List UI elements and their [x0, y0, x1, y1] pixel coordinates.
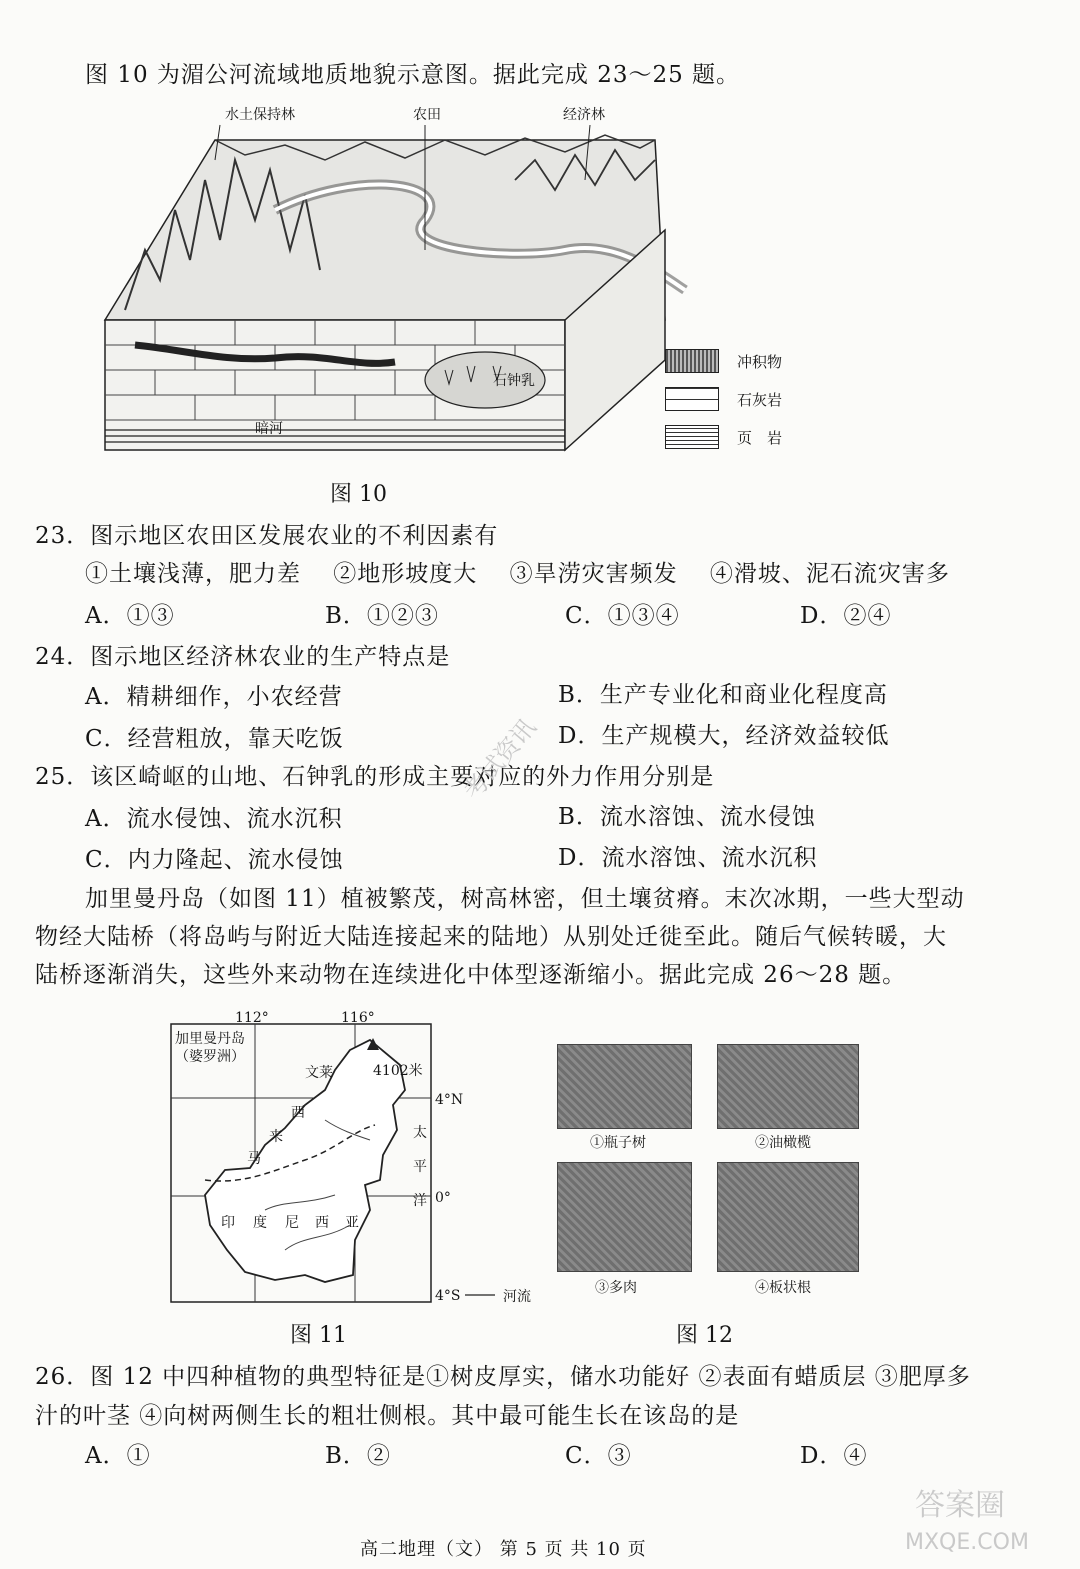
q23-option-c: C．①③④: [565, 603, 680, 629]
q26-option-c: C．③: [565, 1443, 632, 1469]
q24-stem: 24．图示地区经济林农业的生产特点是: [35, 644, 451, 670]
photo-bottle-tree: [557, 1044, 692, 1129]
figure-10-caption: 图 10: [330, 482, 387, 507]
legend-label-shale: 页 岩: [737, 429, 783, 447]
photo-olive: [717, 1044, 859, 1129]
q24-option-c: C．经营粗放，靠天吃饭: [85, 726, 344, 752]
figure-11-caption: 图 11: [290, 1323, 347, 1348]
caption-olive: ②油橄榄: [755, 1135, 811, 1151]
watermark-exam-info: 考试资讯: [458, 713, 542, 805]
q25-option-a: A．流水侵蚀、流水沉积: [85, 806, 343, 832]
q26-stem-line1: 26．图 12 中四种植物的典型特征是①树皮厚实，储水功能好 ②表面有蜡质层 ③肥厚多: [35, 1364, 971, 1390]
legend-swatch-limestone: [665, 387, 719, 411]
q23-option-a: A．①③: [85, 603, 175, 629]
map-label-malaysia-3: 西: [291, 1105, 305, 1121]
intro-text-fig11-line2: 物经大陆桥（将岛屿与附近大陆连接起来的陆地）从别处迁徙至此。随后气候转暖，大: [35, 924, 947, 950]
map-label-malaysia-2: 来: [269, 1129, 283, 1145]
q26-option-d: D．④: [800, 1443, 868, 1469]
map-label-indonesia-3: 尼: [285, 1215, 299, 1231]
label-economic-forest: 经济林: [563, 107, 605, 123]
legend-swatch-shale: [665, 425, 719, 449]
caption-bottle-tree: ①瓶子树: [590, 1135, 646, 1151]
watermark-answer-circle: 答案圈: [915, 1488, 1005, 1523]
map-lat-4s: 4°S: [435, 1288, 461, 1304]
map-label-indonesia-4: 西: [315, 1215, 329, 1231]
label-farmland: 农田: [413, 107, 441, 123]
label-underground-river: 暗河: [255, 421, 283, 437]
map-island-alias: （婆罗洲）: [175, 1049, 245, 1065]
map-lon-112: 112°: [235, 1010, 269, 1026]
map-label-indonesia-2: 度: [253, 1215, 267, 1231]
legend-label-limestone: 石灰岩: [737, 391, 783, 409]
map-island-name: 加里曼丹岛: [175, 1031, 245, 1047]
q25-option-c: C．内力隆起、流水侵蚀: [85, 847, 344, 873]
figure-10-legend: [665, 345, 805, 455]
photo-succulent: [557, 1162, 692, 1272]
map-label-indonesia-1: 印: [221, 1215, 235, 1231]
q23-stem: 23．图示地区农田区发展农业的不利因素有: [35, 523, 499, 549]
q26-option-a: A．①: [85, 1443, 151, 1469]
q26-stem-line2: 汁的叶茎 ④向树两侧生长的粗壮侧根。其中最可能生长在该岛的是: [35, 1403, 740, 1429]
q25-option-b: B．流水溶蚀、流水侵蚀: [558, 804, 816, 830]
q24-option-b: B．生产专业化和商业化程度高: [558, 682, 888, 708]
intro-text-fig10: 图 10 为湄公河流域地质地貌示意图。据此完成 23～25 题。: [85, 62, 741, 88]
caption-succulent: ③多肉: [595, 1280, 637, 1296]
map-label-malaysia-1: 马: [247, 1151, 261, 1167]
map-lat-0: 0°: [435, 1190, 451, 1206]
watermark-mxqe: MXQE.COM: [905, 1530, 1029, 1555]
map-label-pacific-3: 洋: [413, 1193, 427, 1209]
figure-11-map: [165, 1010, 535, 1315]
q23-option-d: D．②④: [800, 603, 892, 629]
map-lat-4n: 4°N: [435, 1092, 464, 1108]
map-label-pacific-2: 平: [413, 1159, 427, 1175]
legend-swatch-alluvium: [665, 349, 719, 373]
legend-label-alluvium: 冲积物: [737, 353, 783, 371]
intro-text-fig11-line1: 加里曼丹岛（如图 11）植被繁茂，树高林密，但土壤贫瘠。末次冰期，一些大型动: [85, 886, 965, 912]
map-peak-elevation: 4102米: [373, 1063, 423, 1079]
map-legend-river: 河流: [503, 1289, 531, 1305]
label-soil-conservation-forest: 水土保持林: [225, 107, 295, 123]
photo-buttress-root: [717, 1162, 859, 1272]
q23-items: ①土壤浅薄，肥力差 ②地形坡度大 ③旱涝灾害频发 ④滑坡、泥石流灾害多: [85, 561, 950, 587]
map-label-indonesia-5: 亚: [345, 1215, 359, 1231]
q26-option-b: B．②: [325, 1443, 391, 1469]
caption-buttress-root: ④板状根: [755, 1280, 811, 1296]
map-lon-116: 116°: [341, 1010, 375, 1026]
figure-12-caption: 图 12: [676, 1323, 733, 1348]
q25-stem: 25．该区崎岖的山地、石钟乳的形成主要对应的外力作用分别是: [35, 764, 715, 790]
q24-option-d: D．生产规模大，经济效益较低: [558, 723, 890, 749]
map-label-brunei: 文莱: [305, 1065, 333, 1081]
intro-text-fig11-line3: 陆桥逐渐消失，这些外来动物在连续进化中体型逐渐缩小。据此完成 26～28 题。: [35, 962, 907, 988]
map-label-pacific-1: 太: [413, 1125, 427, 1141]
q24-option-a: A．精耕细作，小农经营: [85, 684, 343, 710]
q23-option-b: B．①②③: [325, 603, 439, 629]
label-stalactite: 石钟乳: [493, 373, 535, 389]
q25-option-d: D．流水溶蚀、流水沉积: [558, 845, 818, 871]
page-footer: 高二地理（文） 第 5 页 共 10 页: [360, 1539, 647, 1560]
